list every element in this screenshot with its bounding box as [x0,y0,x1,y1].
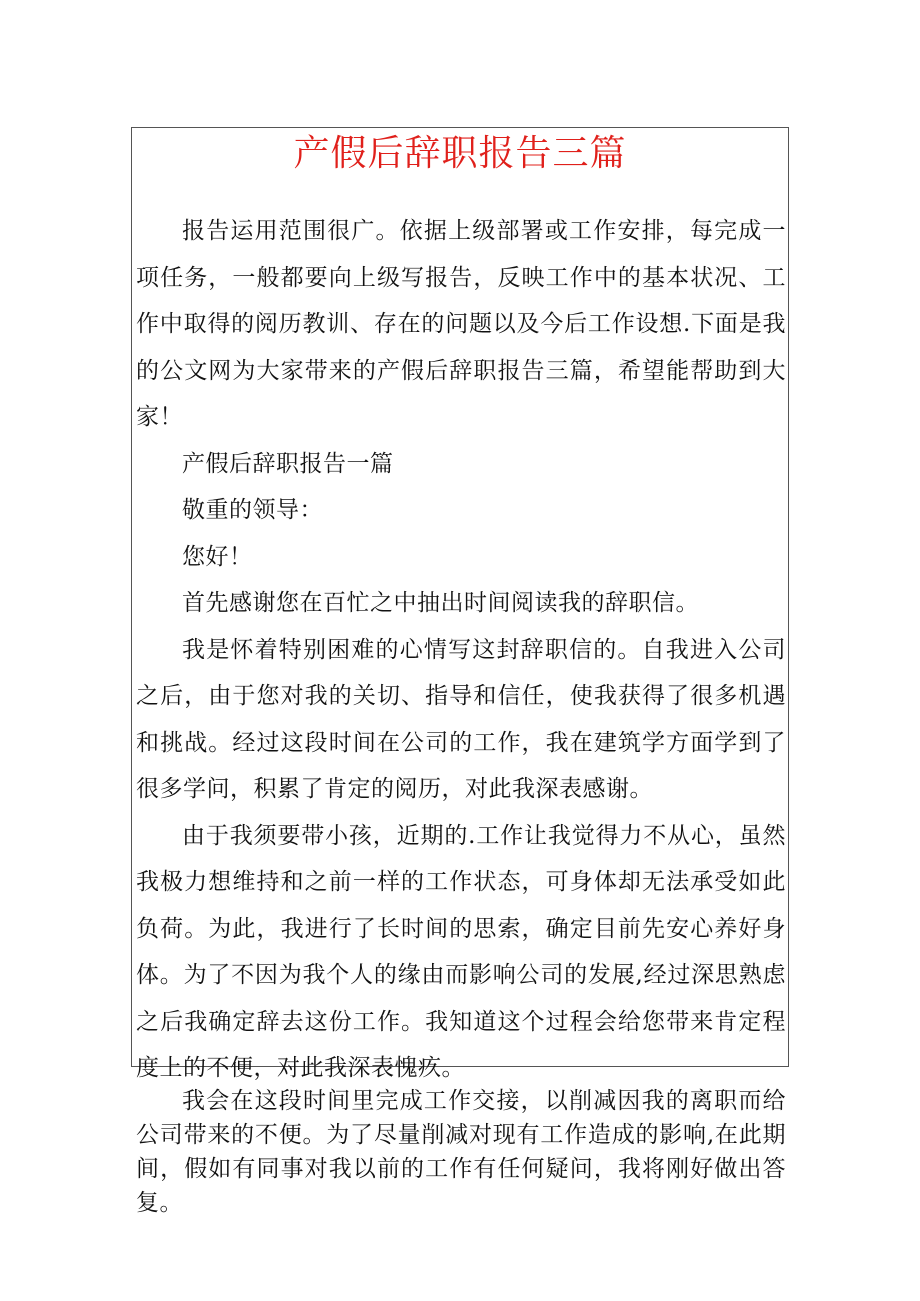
document-title: 产假后辞职报告三篇 [293,133,627,174]
section-heading: 产假后辞职报告一篇 [182,450,394,477]
body-paragraph: 我会在这段时间里完成工作交接，以削减因我的离职而给公司带来的不便。为了尽量削减对现有工作造成的影响,在此期间，假如有同事对我以前的工作有任何疑问，我将刚好做出答复。 [136,1088,786,1216]
body-paragraph: 由于我须要带小孩，近期的.工作让我觉得力不从心，虽然我极力想维持和之前一样的工作状态，可身体却无法承受如此负荷。为此，我进行了长时间的思索，确定目前先安心养好身体。为了不因为我个人的缘由而影响公司的发展,经过深思熟虑之后我确定辞去这份工作。我知道这个过程会给您带来肯定程度上的不便，对此我深表愧疚。 [136,822,786,1081]
intro-paragraph: 报告运用范围很广。依据上级部署或工作安排，每完成一项任务，一般都要向上级写报告，反映工作中的基本状况、工作中取得的阅历教训、存在的问题以及今后工作设想.下面是我的公文网为大家带来的产假后辞职报告三篇，希望能帮助到大家！ [136,218,786,430]
salutation: 敬重的领导： [182,497,323,523]
body-paragraph: 我是怀着特别困难的心情写这封辞职信的。自我进入公司之后，由于您对我的关切、指导和信任，使我获得了很多机遇和挑战。经过这段时间在公司的工作，我在建筑学方面学到了很多学问，积累了肯定的阅历，对此我深表感谢。 [136,636,786,802]
boxed-text-section [136,208,786,1092]
body-paragraph: 首先感谢您在百忙之中抽出时间阅读我的辞职信。 [182,590,699,616]
trailing-text-section [136,1084,786,1220]
greeting: 您好！ [182,543,253,570]
